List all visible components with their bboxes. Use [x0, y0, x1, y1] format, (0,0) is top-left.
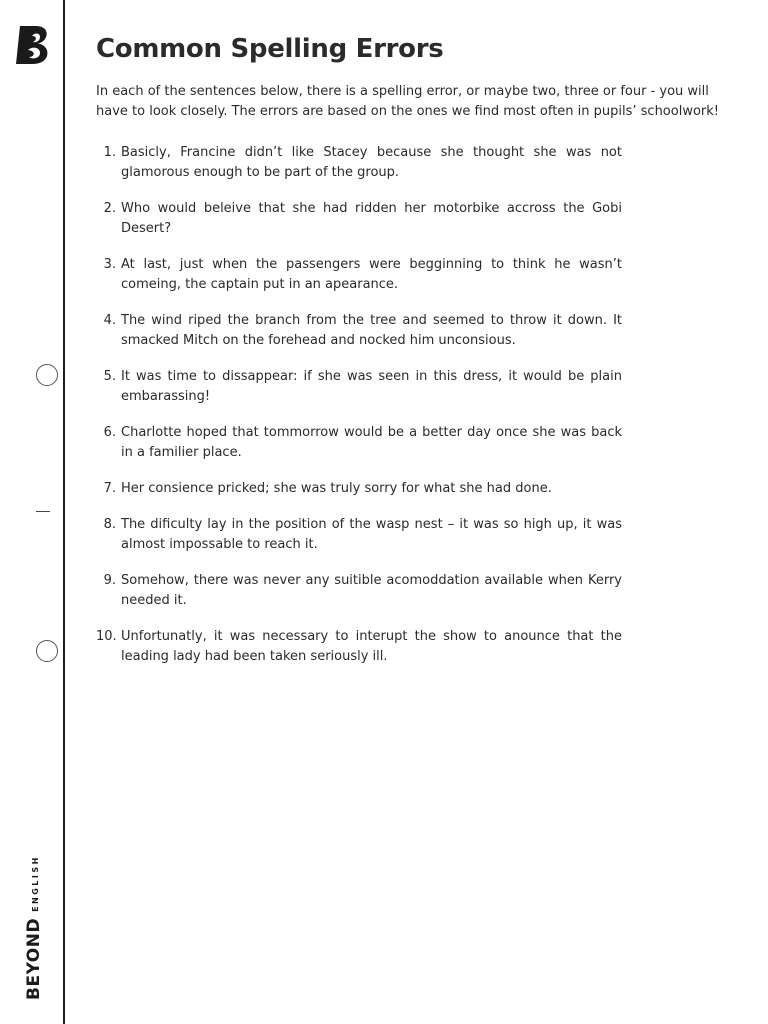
sentence-item	[96, 311, 622, 351]
sentence-text: It was time to dissappear: if she was seen in this dress, it would be plain embarassing!	[121, 369, 622, 404]
sentence-item	[96, 515, 622, 555]
page-title: Common Spelling Errors	[96, 34, 444, 64]
sentence-item	[96, 199, 622, 239]
fold-mark	[36, 511, 50, 512]
sentence-number: 6.	[103, 425, 116, 440]
sentence-list	[96, 143, 622, 683]
sentence-number: 3.	[103, 257, 116, 272]
brand-subname: ENGLISH	[31, 855, 40, 912]
sentence-item	[96, 143, 622, 183]
intro-paragraph: In each of the sentences below, there is a spelling error, or maybe two, three or four - you will have to look closely. The errors are based on the ones we find most often in pupils’ schoolwork!	[96, 84, 719, 119]
punch-hole-bottom	[36, 640, 58, 662]
beyond-logo-icon	[16, 24, 52, 66]
sentence-number: 8.	[103, 517, 116, 532]
sentence-number: 1.	[103, 145, 116, 160]
sentence-item	[96, 479, 622, 499]
sentence-item	[96, 571, 622, 611]
margin-line	[63, 0, 65, 1024]
sentence-item	[96, 367, 622, 407]
punch-hole-top	[36, 364, 58, 386]
sentence-number: 9.	[103, 573, 116, 588]
sentence-text: Unfortunatly, it was necessary to interupt the show to anounce that the leading lady had been taken seriously ill.	[121, 629, 622, 664]
sentence-number: 10.	[96, 629, 117, 644]
sentence-text: Somehow, there was never any suitible acomoddation available when Kerry needed it.	[121, 573, 622, 608]
sentence-number: 7.	[103, 481, 116, 496]
sentence-text: Basicly, Francine didn’t like Stacey because she thought she was not glamorous enough to be part of the group.	[121, 145, 622, 180]
sentence-text: The wind riped the branch from the tree and seemed to throw it down. It smacked Mitch on the forehead and nocked him unconsious.	[121, 313, 622, 348]
sentence-text: Her consience pricked; she was truly sorry for what she had done.	[121, 481, 552, 496]
brand-wordmark	[24, 855, 44, 1000]
sentence-number: 2.	[103, 201, 116, 216]
sentence-text: The dificulty lay in the position of the wasp nest – it was so high up, it was almost impossable to reach it.	[121, 517, 622, 552]
brand-name: BEYOND	[24, 917, 44, 1000]
sentence-number: 4.	[103, 313, 116, 328]
sentence-item	[96, 627, 622, 667]
sentence-item	[96, 423, 622, 463]
sentence-text: Charlotte hoped that tommorrow would be a better day once she was back in a familier place.	[121, 425, 622, 460]
sentence-text: At last, just when the passengers were begginning to think he wasn’t comeing, the captain put in an apearance.	[121, 257, 622, 292]
sentence-number: 5.	[103, 369, 116, 384]
sentence-text: Who would beleive that she had ridden her motorbike accross the Gobi Desert?	[121, 201, 622, 236]
sentence-item	[96, 255, 622, 295]
